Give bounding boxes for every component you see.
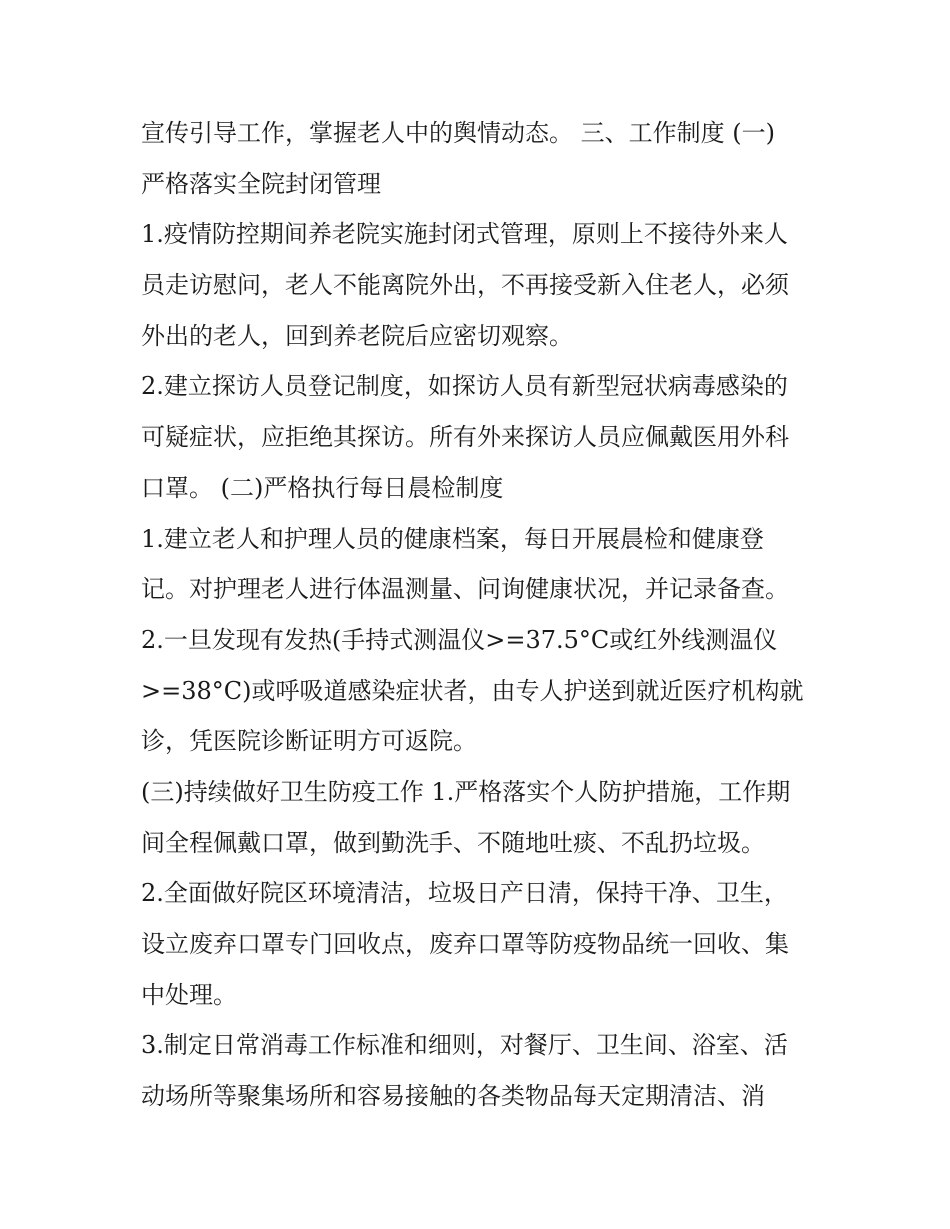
text-line: 1.疫情防控期间养老院实施封闭式管理，原则上不接待外来人 [141, 220, 788, 249]
text-line: 宣传引导工作，掌握老人中的舆情动态。 三、工作制度 (一) [141, 119, 775, 147]
text-line: 2.建立探访人员登记制度，如探访人员有新型冠状病毒感染的 [141, 372, 788, 401]
text-line: 设立废弃口罩专门回收点，废弃口罩等防疫物品统一回收、集 [141, 930, 789, 958]
text-line: 诊，凭医院诊断证明方可返院。 [141, 727, 477, 756]
text-line: 员走访慰问，老人不能离院外出，不再接受新入住老人，必须 [141, 271, 789, 300]
text-line: (三)持续做好卫生防疫工作 1.严格落实个人防护措施，工作期 [141, 777, 791, 806]
body-text [141, 108, 821, 1122]
text-line: 记。对护理老人进行体温测量、问询健康状况，并记录备查。 [141, 575, 789, 604]
text-line: 中处理。 [141, 980, 237, 1009]
text-line: 间全程佩戴口罩，做到勤洗手、不随地吐痰、不乱扔垃圾。 [141, 828, 765, 857]
text-line: 严格落实全院封闭管理 [141, 169, 381, 198]
text-line: 外出的老人，回到养老院后应密切观察。 [141, 321, 573, 350]
text-line: >=38°C)或呼吸道感染症状者，由专人护送到就近医疗机构就 [141, 676, 804, 705]
text-line: 1.建立老人和护理人员的健康档案，每日开展晨检和健康登 [141, 524, 764, 553]
text-line: 动场所等聚集场所和容易接触的各类物品每天定期清洁、消 [141, 1082, 765, 1111]
text-line: 3.制定日常消毒工作标准和细则，对餐厅、卫生间、浴室、活 [141, 1031, 788, 1060]
text-line: 2.一旦发现有发热(手持式测温仪>=37.5°C或红外线测温仪 [141, 625, 778, 654]
text-line: 可疑症状，应拒绝其探访。所有外来探访人员应佩戴医用外科 [141, 423, 789, 452]
text-line: 口罩。 (二)严格执行每日晨检制度 [141, 473, 504, 502]
text-line: 2.全面做好院区环境清洁，垃圾日产日清，保持干净、卫生， [141, 879, 788, 908]
